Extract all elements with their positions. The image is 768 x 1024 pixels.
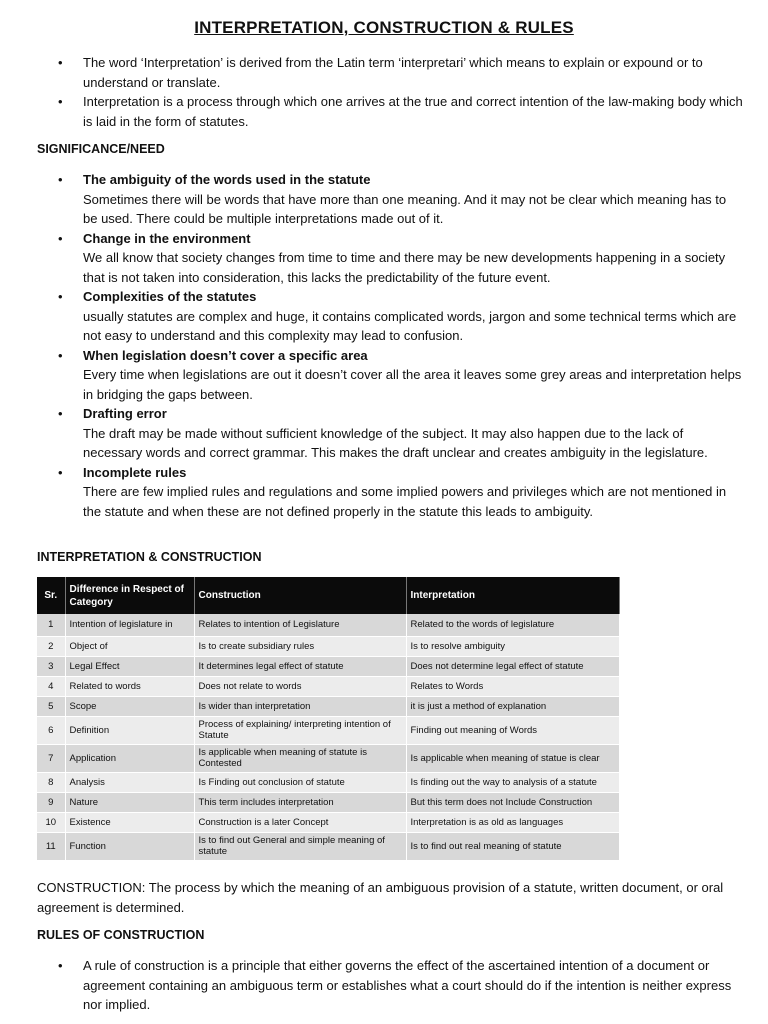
table-cell: Is to find out real meaning of statute [406, 832, 619, 860]
table-row [37, 744, 619, 772]
bullet-icon: • [58, 94, 63, 109]
item-heading: Drafting error [83, 406, 167, 421]
table-cell: Is to resolve ambiguity [406, 636, 619, 656]
significance-list [0, 170, 768, 521]
table-cell: Analysis [65, 772, 194, 792]
list-item-text: Interpretation is a process through which one arrives at the true and correct intention of the law-making body which is laid in the form of statutes. [83, 94, 743, 129]
table-cell: Is to create subsidiary rules [194, 636, 406, 656]
table-cell: 9 [37, 792, 65, 812]
item-heading: When legislation doesn’t cover a specific area [83, 347, 368, 363]
column-header: Construction [194, 577, 406, 614]
table-cell: 5 [37, 696, 65, 716]
table-row [37, 696, 619, 716]
table-cell: But this term does not Include Construction [406, 792, 619, 812]
list-item [0, 287, 768, 346]
significance-heading: SIGNIFICANCE/NEED [37, 142, 165, 156]
item-heading: The ambiguity of the words used in the statute [83, 172, 371, 187]
table-body [37, 614, 619, 860]
table-row [37, 656, 619, 676]
table-cell: 4 [37, 676, 65, 696]
table-row [37, 614, 619, 636]
list-item [0, 463, 768, 522]
table-cell: Intention of legislature in [65, 614, 194, 636]
table-row [37, 772, 619, 792]
table-cell: 10 [37, 812, 65, 832]
item-body: We all know that society changes from time to time and there may be new developments happening in a society that is not taken into consideration, this lacks the predictability of the future event. [83, 250, 726, 285]
table-cell: Existence [65, 812, 194, 832]
table-row [37, 636, 619, 656]
item-body: usually statutes are complex and huge, it contains complicated words, jargon and some technical terms which are not easy to understand and this complexity may lead to confusion. [83, 308, 737, 343]
list-item [0, 92, 768, 131]
list-item [0, 404, 768, 463]
item-body: The draft may be made without sufficient knowledge of the subject. It may also happen due to the lack of necessary words and correct grammar. This makes the draft unclear and creates ambiguity in the legislature. [83, 425, 708, 460]
list-item-text: The word ‘Interpretation’ is derived from the Latin term ‘interpretari’ which means to explain or expound or to understand or translate. [83, 55, 703, 90]
table-cell: Related to words [65, 676, 194, 696]
table-cell: Relates to Words [406, 676, 619, 696]
comparison-heading: INTERPRETATION & CONSTRUCTION [37, 550, 262, 564]
table-cell: Definition [65, 716, 194, 744]
table-cell: 6 [37, 716, 65, 744]
bullet-icon: • [58, 230, 63, 246]
table-cell: 11 [37, 832, 65, 860]
table-cell: Finding out meaning of Words [406, 716, 619, 744]
intro-list [0, 53, 768, 131]
table-cell: 1 [37, 614, 65, 636]
table-row [37, 716, 619, 744]
table-row [37, 812, 619, 832]
table-cell: Scope [65, 696, 194, 716]
column-header: Difference in Respect of Category [65, 577, 194, 614]
table-cell: Legal Effect [65, 656, 194, 676]
column-header: Interpretation [406, 577, 619, 614]
table-row [37, 792, 619, 812]
table-cell: Object of [65, 636, 194, 656]
bullet-icon: • [58, 958, 63, 973]
bullet-icon: • [58, 406, 63, 421]
item-heading: Incomplete rules [83, 464, 187, 480]
column-header: Sr. [37, 577, 65, 614]
list-item [0, 170, 768, 229]
bullet-icon: • [58, 289, 63, 304]
rules-list [0, 956, 768, 1015]
table-cell: Construction is a later Concept [194, 812, 406, 832]
table-cell: Relates to intention of Legislature [194, 614, 406, 636]
table-cell: Is wider than interpretation [194, 696, 406, 716]
table-cell: Is Finding out conclusion of statute [194, 772, 406, 792]
table-cell: Interpretation is as old as languages [406, 812, 619, 832]
table-cell: Function [65, 832, 194, 860]
table-cell: Related to the words of legislature [406, 614, 619, 636]
table-cell: 7 [37, 744, 65, 772]
construction-definition: CONSTRUCTION: The process by which the meaning of an ambiguous provision of a statute, written document, or oral agreement is determined. [37, 880, 724, 915]
list-item [0, 53, 768, 92]
table-cell: It determines legal effect of statute [194, 656, 406, 676]
list-item-text: A rule of construction is a principle that either governs the effect of the ascertained intention of a document or agreement containing an ambiguous term or establishes what a court should do if the intention is neither express nor implied. [83, 958, 732, 1012]
table-cell: Nature [65, 792, 194, 812]
list-item [0, 956, 768, 1015]
table-cell: Does not determine legal effect of statute [406, 656, 619, 676]
table-cell: This term includes interpretation [194, 792, 406, 812]
bullet-icon: • [58, 347, 63, 363]
bullet-icon: • [58, 464, 63, 480]
table-row [37, 676, 619, 696]
table-row [37, 832, 619, 860]
table-cell: 3 [37, 656, 65, 676]
item-body: There are few implied rules and regulations and some implied powers and privileges which are not mentioned in the statute and when these are not defined properly in the statute this leads to ambiguity. [83, 484, 727, 519]
rules-heading: RULES OF CONSTRUCTION [37, 928, 205, 942]
bullet-icon: • [58, 172, 63, 187]
item-heading: Complexities of the statutes [83, 289, 257, 304]
table-cell: Is finding out the way to analysis of a statute [406, 772, 619, 792]
table-cell: Application [65, 744, 194, 772]
table-cell: Process of explaining/ interpreting intention of Statute [194, 716, 406, 744]
table-header-row [37, 577, 619, 614]
table-cell: 8 [37, 772, 65, 792]
page-title: INTERPRETATION, CONSTRUCTION & RULES [194, 18, 574, 37]
item-body: Sometimes there will be words that have more than one meaning. And it may not be clear which meaning has to be used. There could be multiple interpretations made out of it. [83, 191, 727, 226]
table-cell: Is applicable when meaning of statue is clear [406, 744, 619, 772]
table-cell: Does not relate to words [194, 676, 406, 696]
table-cell: Is applicable when meaning of statute is Contested [194, 744, 406, 772]
table-cell: it is just a method of explanation [406, 696, 619, 716]
table-cell: 2 [37, 636, 65, 656]
list-item [0, 229, 768, 288]
bullet-icon: • [58, 55, 63, 70]
item-body: Every time when legislations are out it doesn’t cover all the area it leaves some grey areas and interpretation helps in bridging the gaps between. [83, 367, 742, 402]
comparison-table [37, 577, 620, 861]
item-heading: Change in the environment [83, 230, 251, 246]
table-cell: Is to find out General and simple meaning of statute [194, 832, 406, 860]
list-item [0, 346, 768, 405]
